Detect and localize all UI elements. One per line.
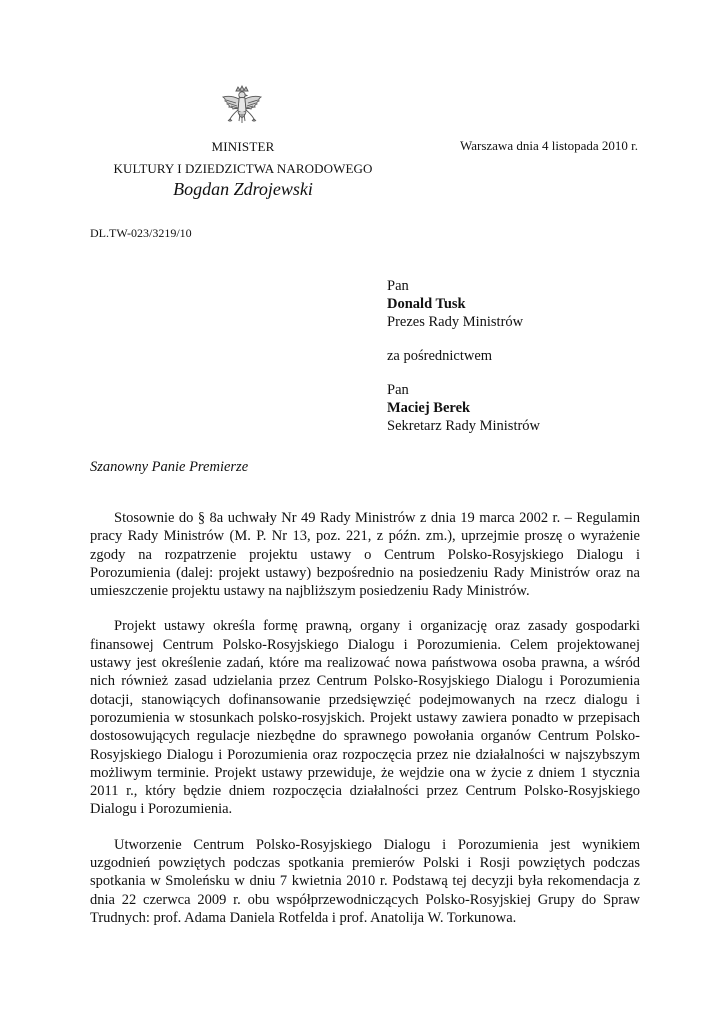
addressee-name: Donald Tusk <box>387 296 466 312</box>
minister-name: Bogdan Zdrojewski <box>173 179 313 199</box>
addressee-salutation: Pan <box>387 278 409 294</box>
addressee-block <box>387 277 540 435</box>
place-and-date: Warszawa dnia 4 listopada 2010 r. <box>460 138 639 153</box>
body-paragraph: Utworzenie Centrum Polsko-Rosyjskiego Dialogu i Porozumienia jest wynikiem uzgodnień powziętych podczas spotkania premierów Polski i Rosji powziętych podczas spotkania w Smoleńsku w dniu 7 kwietnia 2010 r. Podstawą tej decyzji była rekomendacja z dnia 22 czerwca 2009 r. obu współprzewodniczących Polsko-Rosyjskiej Grupy do Spraw Trudnych: prof. Adama Daniela Rotfelda i prof. Anatolija W. Torkunowa. <box>90 836 640 926</box>
intermediary-role: Sekretarz Rady Ministrów <box>387 418 541 434</box>
minister-title: MINISTER <box>211 139 275 154</box>
letter-salutation: Szanowny Panie Premierze <box>90 459 249 475</box>
addressee-role: Prezes Rady Ministrów <box>387 314 524 330</box>
letter-body <box>90 509 640 944</box>
ministry-name: KULTURY I DZIEDZICTWA NARODOWEGO <box>113 161 373 176</box>
body-paragraph: Projekt ustawy określa formę prawną, organy i organizację oraz zasady gospodarki finansowej Centrum Polsko-Rosyjskiego Dialogu i Porozumienia. Celem projektowanej ustawy jest określenie zadań, które ma realizować nowa państwowa osoba prawna, a wśród nich również zasad udzielania przez Centrum Polsko-Rosyjskiego Dialogu i Porozumienia dotacji, stanowiących dofinansowanie przedsięwzięć podejmowanych na rzecz dialogu i porozumienia w stosunkach polsko-rosyjskich. Projekt ustawy zawiera ponadto w przepisach dostosowujących regulacje niezbędne do sprawnego powołania organów Centrum Polsko-Rosyjskiego Dialogu i Porozumienia oraz rozpoczęcia przez nie działalności w najszybszym możliwym terminie. Projekt ustawy przewiduje, że wejdzie ona w życie z dniem 1 stycznia 2011 r., który będzie dniem rozpoczęcia działalności przez Centrum Polsko-Rosyjskiego Dialogu i Porozumienia. <box>90 618 640 818</box>
intermediary-salutation: Pan <box>387 382 409 398</box>
polish-eagle-emblem-icon <box>217 83 267 135</box>
intermediary-name: Maciej Berek <box>387 400 471 416</box>
via-line: za pośrednictwem <box>387 348 493 364</box>
body-paragraph: Stosownie do § 8a uchwały Nr 49 Rady Ministrów z dnia 19 marca 2002 r. – Regulamin pracy Rady Ministrów (M. P. Nr 13, poz. 221, z późn. zm.), uprzejmie proszę o wyrażenie zgody na rozpatrzenie projektu ustawy o Centrum Polsko-Rosyjskiego Dialogu i Porozumienia (dalej: projekt ustawy) bezpośrednio na posiedzeniu Rady Ministrów oraz na umieszczenie projektu ustawy na najbliższym posiedzeniu Rady Ministrów. <box>90 510 640 600</box>
minister-letterhead <box>100 138 386 200</box>
reference-number: DL.TW-023/3219/10 <box>90 226 192 240</box>
